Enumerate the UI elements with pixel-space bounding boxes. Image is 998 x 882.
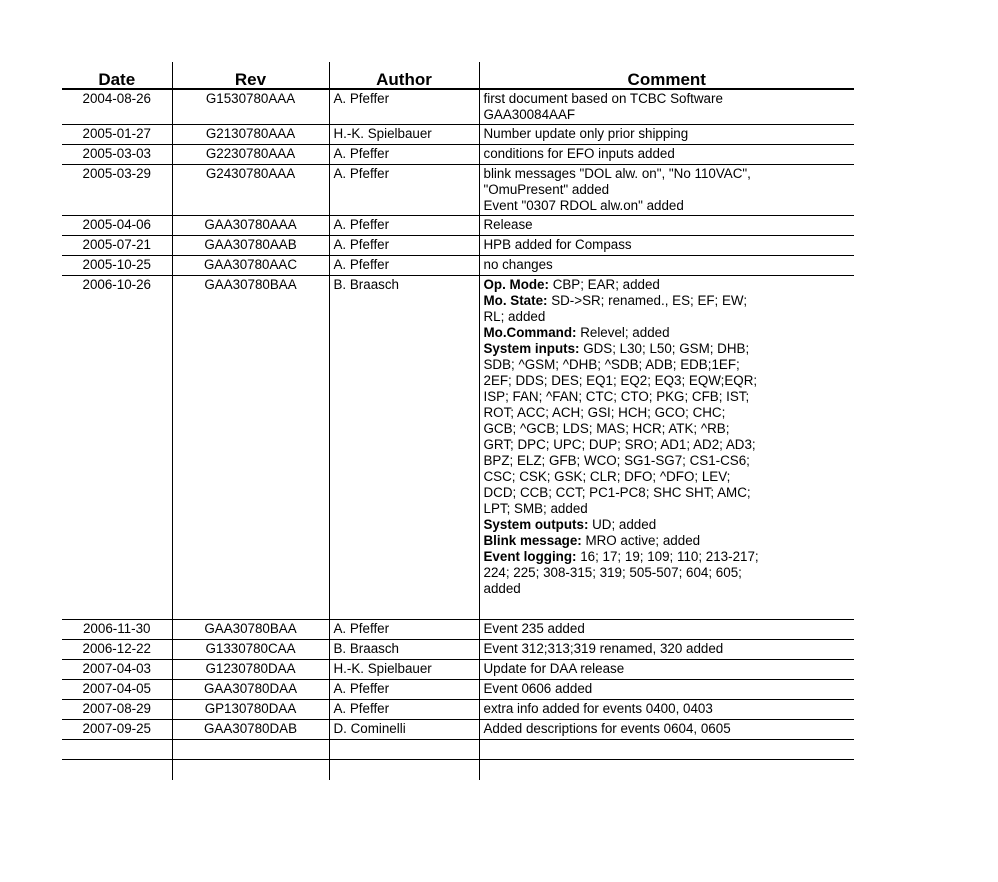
author-cell: A. Pfeffer (329, 700, 479, 720)
comment-line (484, 581, 851, 597)
date-cell: 2004-08-26 (62, 89, 172, 125)
comment-section (484, 533, 851, 549)
table-row (62, 256, 854, 276)
section-label: System inputs: (483, 341, 580, 356)
comment-cell (479, 216, 854, 236)
rev-cell: GAA30780AAC (172, 256, 329, 276)
rev-cell: GAA30780AAA (172, 216, 329, 236)
comment-section (484, 549, 851, 597)
section-text: MRO active; added (581, 533, 701, 548)
table-row (62, 145, 854, 165)
comment-cell (479, 680, 854, 700)
date-cell: 2005-01-27 (62, 125, 172, 145)
comment-line: Event 312;313;319 renamed, 320 added (483, 641, 724, 656)
comment-line (484, 485, 851, 501)
section-text: added (483, 581, 521, 596)
rev-cell: G1530780AAA (172, 89, 329, 125)
section-text: ROT; ACC; ACH; GSI; HCH; GCO; CHC; (483, 405, 726, 420)
comment-line (484, 549, 851, 565)
author-cell: A. Pfeffer (329, 165, 479, 216)
table-row (62, 620, 854, 640)
rev-cell: G2230780AAA (172, 145, 329, 165)
header-date: Date (62, 62, 172, 89)
header-rev: Rev (172, 62, 329, 89)
comment-cell (479, 640, 854, 660)
revision-history-table (62, 62, 854, 780)
section-text: LPT; SMB; added (483, 501, 588, 516)
date-cell: 2007-09-25 (62, 720, 172, 740)
section-text: BPZ; ELZ; GFB; WCO; SG1-SG7; CS1-CS6; (483, 453, 750, 468)
author-cell: A. Pfeffer (329, 236, 479, 256)
comment-line: Update for DAA release (483, 661, 625, 676)
section-text: 16; 17; 19; 109; 110; 213-217; (576, 549, 759, 564)
author-cell: A. Pfeffer (329, 89, 479, 125)
rev-cell: GAA30780BAA (172, 620, 329, 640)
comment-line: no changes (483, 257, 553, 272)
author-cell: H.-K. Spielbauer (329, 125, 479, 145)
comment-line (484, 565, 851, 581)
rev-cell: G1230780DAA (172, 660, 329, 680)
comment-line (484, 293, 851, 309)
author-cell: B. Braasch (329, 640, 479, 660)
table-row (62, 640, 854, 660)
comment-cell (479, 165, 854, 216)
blank-cell (329, 760, 479, 781)
section-text: GCB; ^GCB; LDS; MAS; HCR; ATK; ^RB; (483, 421, 730, 436)
date-cell: 2006-10-26 (62, 276, 172, 620)
comment-line (484, 341, 851, 357)
blank-cell (479, 740, 854, 760)
section-label: Blink message: (483, 533, 582, 548)
comment-section (484, 293, 851, 325)
blank-row (62, 740, 854, 760)
author-cell: A. Pfeffer (329, 145, 479, 165)
table-row (62, 700, 854, 720)
comment-line: Release (483, 217, 533, 232)
date-cell: 2007-04-05 (62, 680, 172, 700)
comment-line (484, 277, 851, 293)
comment-line (484, 357, 851, 373)
section-text: ISP; FAN; ^FAN; CTC; CTO; PKG; CFB; IST; (483, 389, 750, 404)
date-cell: 2006-12-22 (62, 640, 172, 660)
section-label: Mo.Command: (483, 325, 577, 340)
comment-line: first document based on TCBC Software (483, 91, 723, 106)
blank-cell (62, 740, 172, 760)
comment-cell (479, 125, 854, 145)
comment-line (484, 309, 851, 325)
comment-line: Added descriptions for events 0604, 0605 (483, 721, 731, 736)
comment-cell (479, 660, 854, 680)
comment-cell (479, 720, 854, 740)
author-cell: A. Pfeffer (329, 216, 479, 236)
blank-cell (62, 760, 172, 781)
rev-cell: GAA30780BAA (172, 276, 329, 620)
author-cell: A. Pfeffer (329, 256, 479, 276)
rev-cell: GAA30780AAB (172, 236, 329, 256)
section-text: SDB; ^GSM; ^DHB; ^SDB; ADB; EDB;1EF; (483, 357, 740, 372)
comment-cell (479, 276, 854, 620)
section-label: Event logging: (483, 549, 577, 564)
table-row (62, 165, 854, 216)
comment-line (484, 405, 851, 421)
date-cell: 2006-11-30 (62, 620, 172, 640)
section-label: System outputs: (483, 517, 589, 532)
date-cell: 2007-04-03 (62, 660, 172, 680)
date-cell: 2005-03-29 (62, 165, 172, 216)
blank-row (62, 760, 854, 781)
date-cell: 2005-04-06 (62, 216, 172, 236)
table-row (62, 680, 854, 700)
rev-cell: GAA30780DAB (172, 720, 329, 740)
comment-line: conditions for EFO inputs added (483, 146, 675, 161)
comment-section (484, 325, 851, 341)
comment-line (484, 325, 851, 341)
blank-cell (172, 760, 329, 781)
comment-line (484, 421, 851, 437)
section-text: 224; 225; 308-315; 319; 505-507; 604; 605; (483, 565, 742, 580)
table-row (62, 89, 854, 125)
comment-line: HPB added for Compass (483, 237, 632, 252)
rev-cell: G1330780CAA (172, 640, 329, 660)
section-text: CSC; CSK; GSK; CLR; DFO; ^DFO; LEV; (483, 469, 731, 484)
author-cell: D. Cominelli (329, 720, 479, 740)
section-text: Relevel; added (576, 325, 670, 340)
comment-line: GAA30084AAF (483, 107, 576, 122)
author-cell: A. Pfeffer (329, 620, 479, 640)
comment-line: Event "0307 RDOL alw.on" added (483, 198, 684, 213)
table-body (62, 89, 854, 780)
comment-line: Event 0606 added (483, 681, 593, 696)
header-row (62, 62, 854, 89)
date-cell: 2007-08-29 (62, 700, 172, 720)
comment-line (484, 453, 851, 469)
section-text: CBP; EAR; added (548, 277, 660, 292)
comment-line (484, 517, 851, 533)
date-cell: 2005-10-25 (62, 256, 172, 276)
section-text: 2EF; DDS; DES; EQ1; EQ2; EQ3; EQW;EQR; (483, 373, 758, 388)
comment-line: Number update only prior shipping (483, 126, 689, 141)
section-text: SD->SR; renamed., ES; EF; EW; (547, 293, 748, 308)
comment-line (484, 533, 851, 549)
comment-line (484, 373, 851, 389)
author-cell: H.-K. Spielbauer (329, 660, 479, 680)
comment-line (484, 501, 851, 517)
comment-section (484, 277, 851, 293)
comment-line (484, 437, 851, 453)
comment-cell (479, 89, 854, 125)
rev-cell: GAA30780DAA (172, 680, 329, 700)
comment-line: Event 235 added (483, 621, 585, 636)
comment-section (484, 341, 851, 517)
table-row (62, 125, 854, 145)
comment-cell (479, 145, 854, 165)
blank-cell (172, 740, 329, 760)
section-label: Mo. State: (483, 293, 548, 308)
section-text: RL; added (483, 309, 546, 324)
section-text: GRT; DPC; UPC; DUP; SRO; AD1; AD2; AD3; (483, 437, 756, 452)
comment-cell (479, 700, 854, 720)
section-text: UD; added (588, 517, 657, 532)
section-label: Op. Mode: (483, 277, 549, 292)
comment-line: extra info added for events 0400, 0403 (483, 701, 713, 716)
table-row (62, 276, 854, 620)
blank-cell (479, 760, 854, 781)
table-row (62, 720, 854, 740)
date-cell: 2005-07-21 (62, 236, 172, 256)
author-cell: A. Pfeffer (329, 680, 479, 700)
comment-cell (479, 256, 854, 276)
comment-line (484, 469, 851, 485)
blank-cell (329, 740, 479, 760)
author-cell: B. Braasch (329, 276, 479, 620)
section-text: DCD; CCB; CCT; PC1-PC8; SHC SHT; AMC; (483, 485, 751, 500)
comment-line (484, 389, 851, 405)
rev-cell: G2130780AAA (172, 125, 329, 145)
header-comment: Comment (479, 62, 854, 89)
table-row (62, 216, 854, 236)
rev-cell: G2430780AAA (172, 165, 329, 216)
comment-cell (479, 236, 854, 256)
table-row (62, 660, 854, 680)
comment-section (484, 517, 851, 533)
comment-cell (479, 620, 854, 640)
table-row (62, 236, 854, 256)
date-cell: 2005-03-03 (62, 145, 172, 165)
section-text: GDS; L30; L50; GSM; DHB; (579, 341, 750, 356)
header-author: Author (329, 62, 479, 89)
comment-line: blink messages "DOL alw. on", "No 110VAC", (483, 166, 751, 181)
comment-line: "OmuPresent" added (483, 182, 610, 197)
rev-cell: GP130780DAA (172, 700, 329, 720)
